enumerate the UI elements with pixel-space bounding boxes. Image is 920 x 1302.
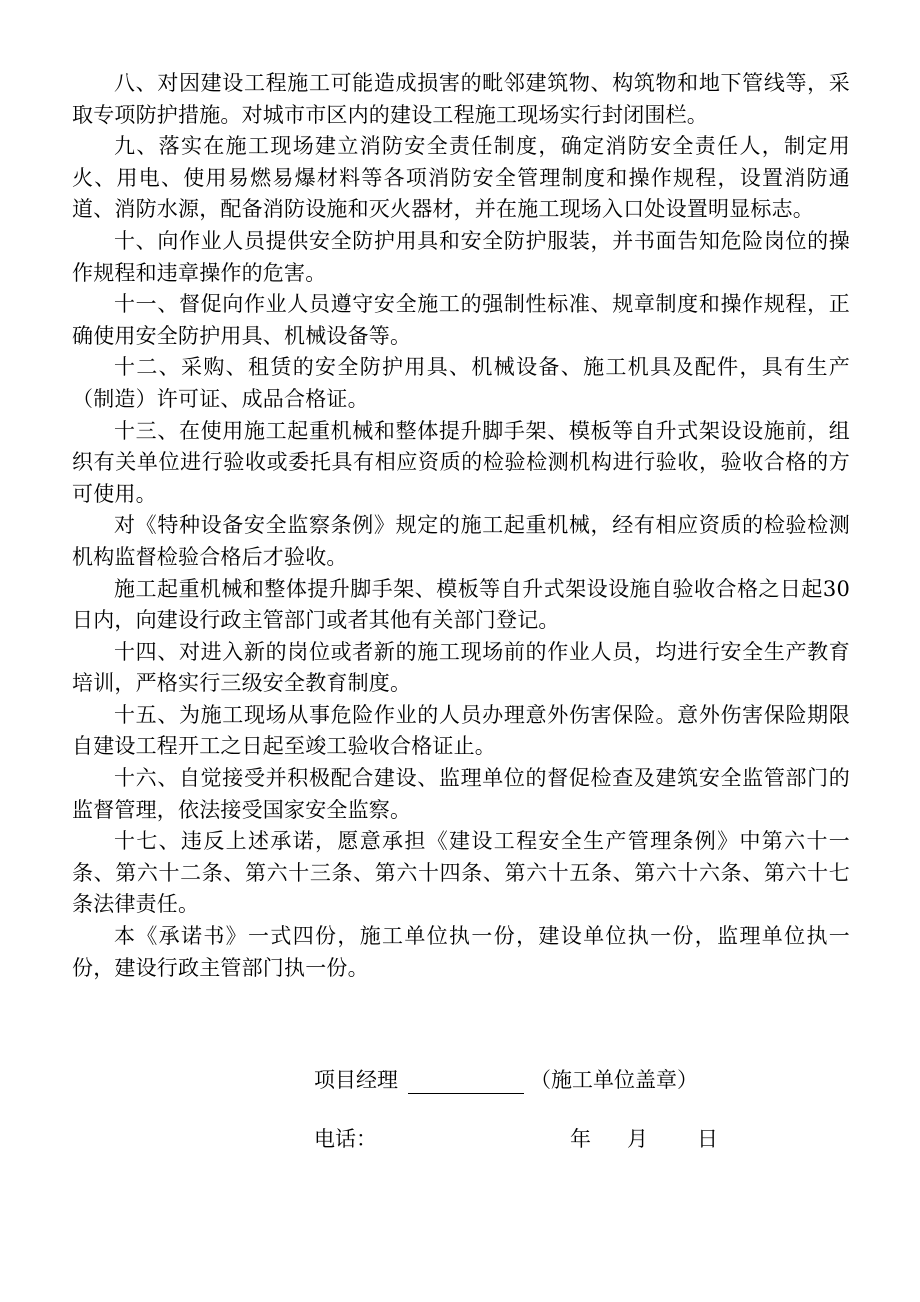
paragraph-13: 十三、在使用施工起重机械和整体提升脚手架、模板等自升式架设设施前，组织有关单位进行验收或委托具有相应资质的检验检测机构进行验收，验收合格的方可使用。 (72, 418, 850, 506)
seal-label: （施工单位盖章） (530, 1068, 698, 1092)
paragraph-17: 十七、违反上述承诺，愿意承担《建设工程安全生产管理条例》中第六十一条、第六十二条、第六十三条、第六十四条、第六十五条、第六十六条、第六十七条法律责任。 (72, 829, 850, 917)
manager-signature-row (314, 1066, 698, 1094)
paragraph-15: 十五、为施工现场从事危险作业的人员办理意外伤害保险。意外伤害保险期限自建设工程开工之日起至竣工验收合格证止。 (72, 702, 850, 759)
paragraph-16: 十六、自觉接受并积极配合建设、监理单位的督促检查及建筑安全监管部门的监督管理，依法接受国家安全监察。 (72, 766, 850, 822)
month-label: 月 (627, 1127, 648, 1151)
year-label: 年 (570, 1127, 591, 1151)
paragraph-13-registration: 施工起重机械和整体提升脚手架、模板等自升式架设设施自验收合格之日起30日内，向建设行政主管部门或者其他有关部门登记。 (72, 576, 850, 633)
paragraph-14: 十四、对进入新的岗位或者新的施工现场前的作业人员，均进行安全生产教育培训，严格实行三级安全教育制度。 (72, 639, 850, 696)
paragraph-12: 十二、采购、租赁的安全防护用具、机械设备、施工机具及配件，具有生产（制造）许可证、成品合格证。 (72, 355, 850, 411)
document-body (72, 68, 850, 984)
paragraph-11: 十一、督促向作业人员遵守安全施工的强制性标准、规章制度和操作规程，正确使用安全防护用具、机械设备等。 (72, 292, 850, 348)
paragraph-13-special-equipment: 对《特种设备安全监察条例》规定的施工起重机械，经有相应资质的检验检测机构监督检验合格后才验收。 (72, 513, 850, 569)
manager-label: 项目经理 (314, 1068, 398, 1092)
phone-label: 电话： (314, 1127, 377, 1151)
paragraph-8: 八、对因建设工程施工可能造成损害的毗邻建筑物、构筑物和地下管线等，采取专项防护措施。对城市市区内的建设工程施工现场实行封闭围栏。 (72, 71, 850, 127)
paragraph-copies: 本《承诺书》一式四份，施工单位执一份，建设单位执一份，监理单位执一份，建设行政主管部门执一份。 (72, 924, 850, 980)
day-label: 日 (697, 1127, 718, 1151)
phone-date-row (314, 1125, 718, 1153)
manager-signature-blank (408, 1071, 524, 1094)
paragraph-9: 九、落实在施工现场建立消防安全责任制度，确定消防安全责任人，制定用火、用电、使用易燃易爆材料等各项消防安全管理制度和操作规程，设置消防通道、消防水源，配备消防设施和灭火器材，并在施工现场入口处设置明显标志。 (72, 134, 850, 222)
paragraph-10: 十、向作业人员提供安全防护用具和安全防护服装，并书面告知危险岗位的操作规程和违章操作的危害。 (72, 228, 850, 285)
